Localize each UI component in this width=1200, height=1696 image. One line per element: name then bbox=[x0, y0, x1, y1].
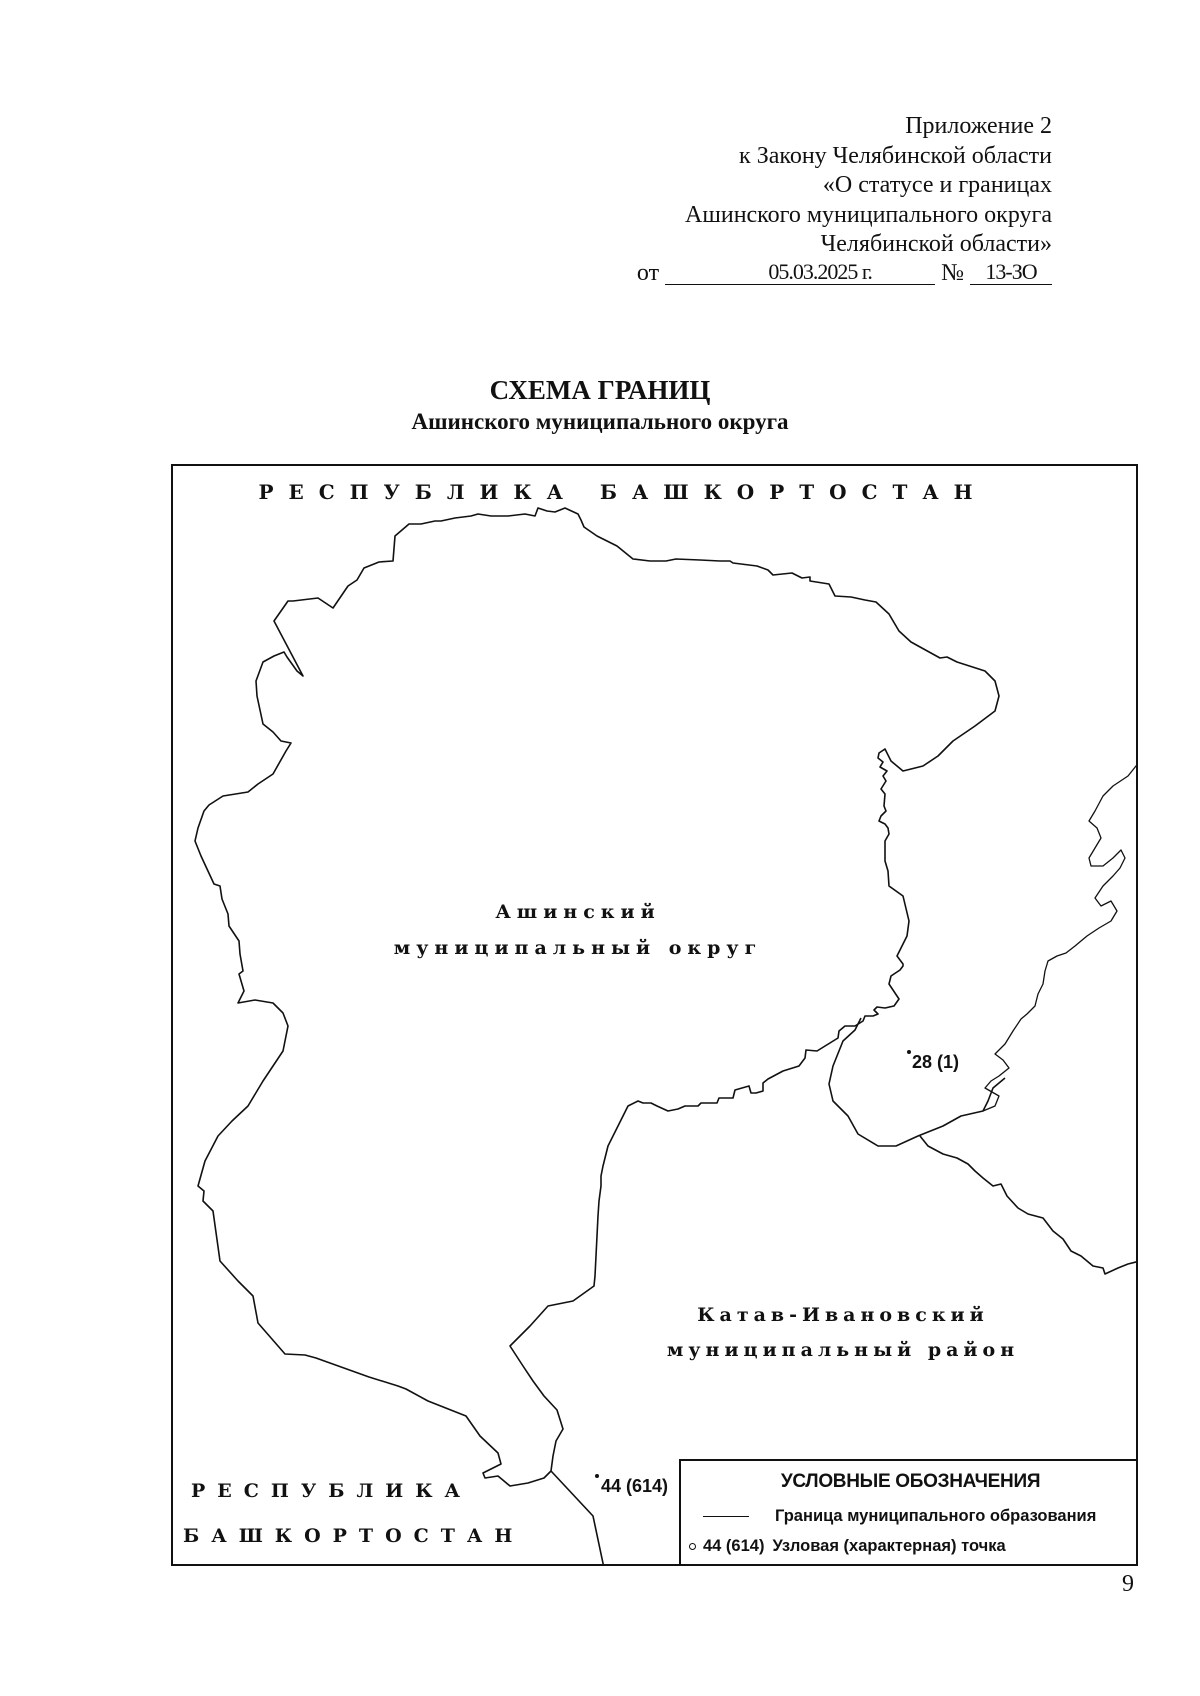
document-title bbox=[0, 373, 1200, 437]
river-line bbox=[983, 761, 1138, 1111]
appendix-line-2: к Закону Челябинской области bbox=[739, 142, 1052, 169]
katav-west-boundary bbox=[551, 1471, 604, 1566]
label-asha-district bbox=[373, 894, 783, 966]
title-main: СХЕМА ГРАНИЦ bbox=[489, 375, 711, 405]
legend-title: УСЛОВНЫЕ ОБОЗНАЧЕНИЯ bbox=[780, 1471, 1041, 1492]
label-katav-line-1: Катав-Ивановский bbox=[697, 1304, 989, 1326]
appendix-header bbox=[492, 112, 1052, 285]
label-asha-line-1: Ашинский bbox=[495, 901, 661, 923]
boundary-line-icon bbox=[703, 1516, 749, 1517]
law-date: 05.03.2025 г. bbox=[665, 260, 935, 285]
east-boundary bbox=[920, 1136, 1138, 1274]
appendix-line-3: «О статусе и границах bbox=[822, 172, 1052, 198]
salient-boundary bbox=[829, 1018, 1005, 1146]
point-44-label: 44 (614) bbox=[601, 1476, 669, 1496]
legend-point-label: Узловая (характерная) точка bbox=[772, 1537, 1006, 1555]
legend-boundary-row bbox=[689, 1507, 1096, 1526]
legend-point-row bbox=[689, 1537, 1006, 1556]
number-prefix: № bbox=[941, 259, 964, 286]
boundary-map bbox=[171, 464, 1138, 1566]
label-bashkortostan-bottom bbox=[183, 1469, 525, 1559]
appendix-line-4: Ашинского муниципального округа bbox=[685, 201, 1052, 228]
label-bash-bottom-line-1: РЕСПУБЛИКА bbox=[191, 1480, 472, 1502]
point-28-marker bbox=[907, 1050, 911, 1054]
date-prefix: от bbox=[636, 259, 660, 286]
nodal-point-icon bbox=[689, 1543, 696, 1550]
map-svg bbox=[173, 466, 1138, 1566]
law-number: 13-ЗО bbox=[970, 260, 1052, 285]
label-katav-line-2: муниципальный район bbox=[666, 1339, 1020, 1361]
page-number: 9 bbox=[1122, 1571, 1134, 1597]
map-legend bbox=[679, 1459, 1138, 1566]
legend-point-code: 44 (614) bbox=[703, 1537, 765, 1555]
appendix-line-1: Приложение 2 bbox=[905, 113, 1052, 139]
point-44-marker bbox=[595, 1474, 599, 1478]
appendix-line-5: Челябинской области» bbox=[820, 231, 1052, 257]
label-bash-bottom-line-2: БАШКОРТОСТАН bbox=[183, 1525, 525, 1547]
legend-boundary-label: Граница муниципального образования bbox=[775, 1507, 1097, 1525]
label-bashkortostan-top: РЕСПУБЛИКА БАШКОРТОСТАН bbox=[258, 480, 988, 504]
label-asha-line-2: муниципальный округ bbox=[393, 937, 763, 959]
label-katav-district bbox=[663, 1298, 1023, 1368]
point-28-label: 28 (1) bbox=[912, 1052, 960, 1072]
date-number-line bbox=[492, 260, 1052, 285]
title-subtitle: Ашинского муниципального округа bbox=[411, 409, 789, 434]
